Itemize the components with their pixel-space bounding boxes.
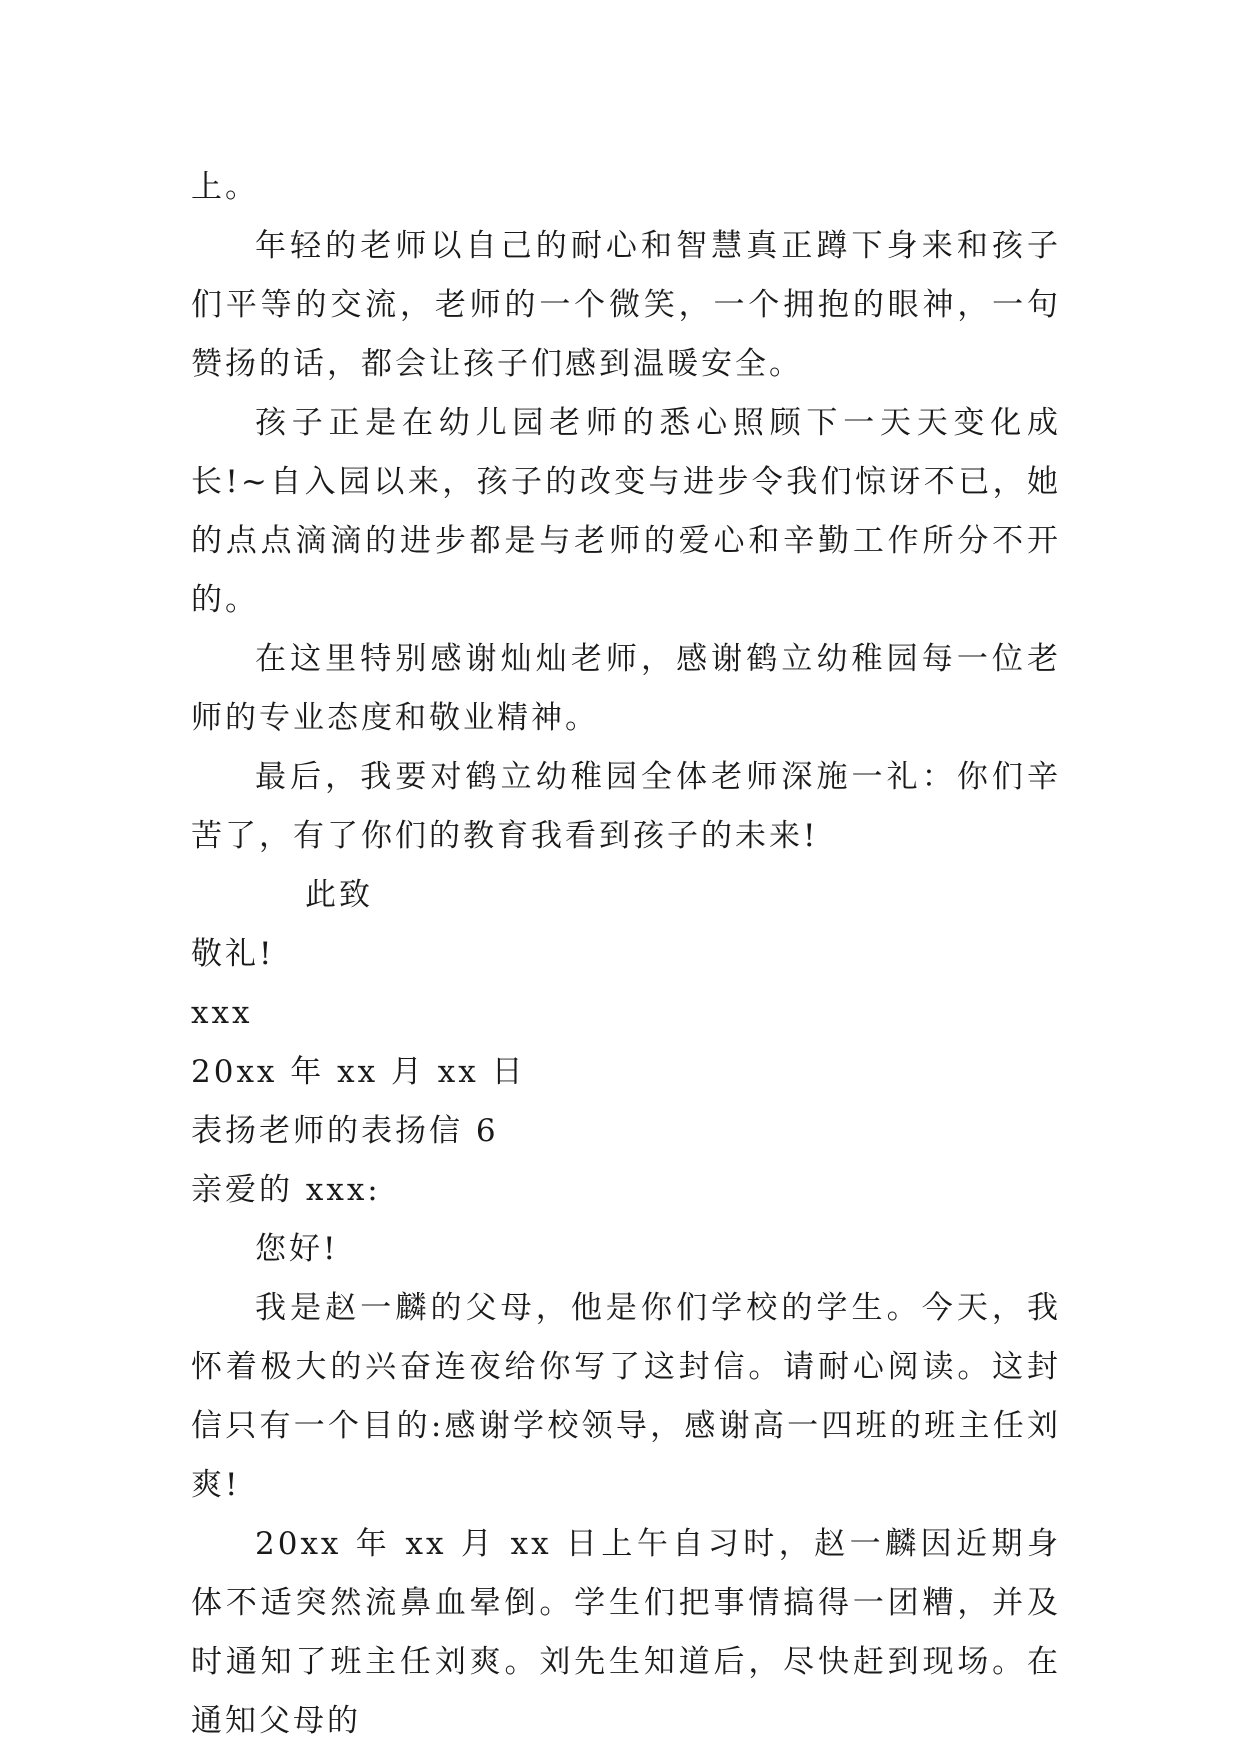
section-title: 表扬老师的表扬信 6 [191, 1113, 499, 1149]
paragraph-continuation: 上。 [191, 169, 259, 205]
greeting-hello: 您好! [255, 1231, 339, 1267]
signature-name: xxx [191, 995, 253, 1031]
paragraph-introduction: 我是赵一麟的父母，他是你们学校的学生。今天，我怀着极大的兴奋连夜给你写了这封信。请耐心阅读。这封信只有一个目的:感谢学校领导，感谢高一四班的班主任刘爽! [191, 1290, 1061, 1503]
signature-date: 20xx 年 xx 月 xx 日 [191, 1054, 526, 1090]
paragraph-teacher-patience: 年轻的老师以自己的耐心和智慧真正蹲下身来和孩子们平等的交流，老师的一个微笑，一个拥抱的眼神，一句赞扬的话，都会让孩子们感到温暖安全。 [191, 228, 1061, 382]
salutation-jingli: 敬礼! [191, 936, 275, 972]
paragraph-child-growth: 孩子正是在幼儿园老师的悉心照顾下一天天变化成长!~自入园以来，孩子的改变与进步令我们惊讶不已，她的点点滴滴的进步都是与老师的爱心和辛勤工作所分不开的。 [191, 405, 1061, 618]
greeting-recipient: 亲爱的 xxx: [191, 1172, 381, 1208]
paragraph-closing: 最后，我要对鹤立幼稚园全体老师深施一礼：你们辛苦了，有了你们的教育我看到孩子的未来! [191, 759, 1061, 854]
salutation-cizhi: 此致 [305, 877, 373, 913]
paragraph-incident: 20xx 年 xx 月 xx 日上午自习时，赵一麟因近期身体不适突然流鼻血晕倒。学生们把事情搞得一团糟，并及时通知了班主任刘爽。刘先生知道后，尽快赶到现场。在通知父母的 [191, 1526, 1061, 1739]
paragraph-special-thanks: 在这里特别感谢灿灿老师，感谢鹤立幼稚园每一位老师的专业态度和敬业精神。 [191, 641, 1061, 736]
letter-body [191, 158, 1061, 1751]
